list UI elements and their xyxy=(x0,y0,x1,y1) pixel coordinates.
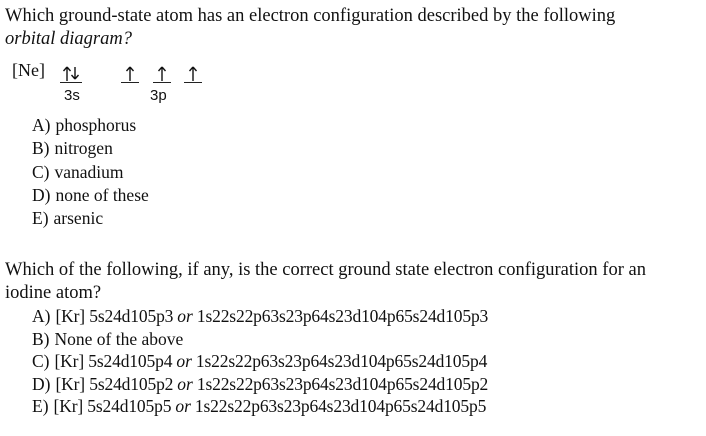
option-d[interactable]: D) [Kr] 5s24d105p2 or 1s22s22p63s23p64s23d104p65s24d105p2 xyxy=(32,373,489,394)
or-word: or xyxy=(177,373,193,394)
orbital-3s xyxy=(60,60,82,83)
up-down-arrows-icon xyxy=(61,64,81,82)
or-word: or xyxy=(175,396,191,417)
short-configuration: [Kr] 5s24d105p2 xyxy=(55,373,174,394)
question-1-stem-line-1: Which ground-state atom has an electron configuration described by the following xyxy=(5,6,616,26)
option-e[interactable]: E) [Kr] 5s24d105p5 or 1s22s22p63s23p64s23d104p65s24d105p5 xyxy=(32,396,487,417)
short-configuration: [Kr] 5s24d105p3 xyxy=(55,306,174,326)
up-arrow-icon xyxy=(123,64,137,82)
option-a[interactable]: A) [Kr] 5s24d105p3 or 1s22s22p63s23p64s23d104p65s24d105p3 xyxy=(32,306,489,326)
option-a[interactable]: A) phosphorus xyxy=(32,115,137,135)
or-word: or xyxy=(177,306,193,326)
short-configuration: [Kr] 5s24d105p4 xyxy=(54,351,173,372)
question-2-stem xyxy=(5,259,701,305)
up-arrow-icon xyxy=(155,64,169,82)
option-d[interactable]: D) none of these xyxy=(32,184,149,205)
question-1-stem xyxy=(5,5,695,51)
option-c[interactable]: C) [Kr] 5s24d105p4 or 1s22s22p63s23p64s23d104p65s24d105p4 xyxy=(32,351,488,372)
option-c[interactable]: C) vanadium xyxy=(32,161,124,182)
question-2-stem-line-1: Which of the following, if any, is the correct ground state electron configuration for an xyxy=(5,260,646,280)
full-configuration: 1s22s22p63s23p64s23d104p65s24d105p4 xyxy=(195,351,488,372)
full-configuration: 1s22s22p63s23p64s23d104p65s24d105p5 xyxy=(194,396,487,417)
question-1-stem-line-2: orbital diagram? xyxy=(5,29,132,49)
noble-gas-core: [Ne] xyxy=(12,60,45,80)
orbital-3p-2 xyxy=(153,60,171,83)
question-2-stem-line-2: iodine atom? xyxy=(5,283,102,303)
option-b[interactable]: B) nitrogen xyxy=(32,138,113,159)
full-configuration: 1s22s22p63s23p64s23d104p65s24d105p3 xyxy=(196,306,489,326)
question-2-options xyxy=(32,305,488,418)
up-arrow-icon xyxy=(186,64,200,82)
full-configuration: 1s22s22p63s23p64s23d104p65s24d105p2 xyxy=(196,373,489,394)
orbital-3p-3 xyxy=(184,60,202,83)
orbital-3p-1 xyxy=(121,60,139,83)
short-configuration: [Kr] 5s24d105p5 xyxy=(53,396,172,417)
or-word: or xyxy=(176,351,192,372)
orbital-diagram xyxy=(12,60,272,110)
label-3p: 3p xyxy=(150,87,167,104)
option-b[interactable]: B) None of the above xyxy=(32,328,184,349)
question-1-options xyxy=(32,114,149,230)
label-3s: 3s xyxy=(64,87,80,104)
option-e[interactable]: E) arsenic xyxy=(32,208,104,229)
